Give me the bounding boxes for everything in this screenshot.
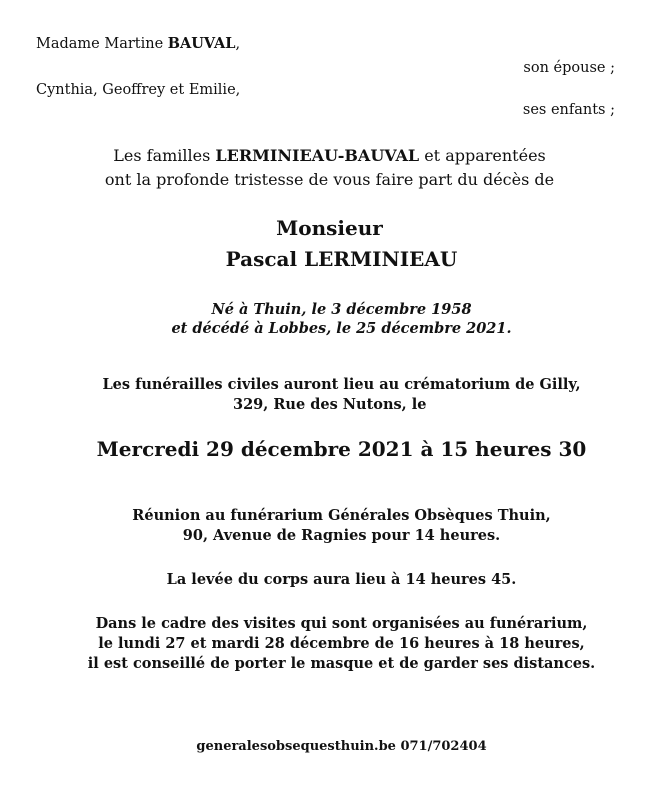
- visits-line-2: le lundi 27 et mardi 28 décembre de 16 heures à 18 heures,: [98, 635, 585, 652]
- meeting-line-2: 90, Avenue de Ragnies pour 14 heures.: [182, 527, 501, 544]
- spouse-suffix: ,: [235, 36, 241, 52]
- spouse-surname: BAUVAL: [167, 35, 236, 52]
- visits-line-3: il est conseillé de porter le masque et de garder ses distances.: [87, 655, 596, 672]
- announcement-family: LERMINIEAU-BAUVAL: [215, 146, 420, 165]
- spouse-line: [36, 36, 240, 53]
- announcement-prefix: Les familles: [113, 146, 211, 165]
- visits-line-1: Dans le cadre des visites qui sont organisées au funérarium,: [95, 615, 588, 632]
- spouse-role: son épouse ;: [523, 60, 615, 76]
- announcement-line-2: ont la profonde tristesse de vous faire part du décès de: [104, 170, 555, 189]
- death-info: et décédé à Lobbes, le 25 décembre 2021.: [171, 320, 512, 337]
- deceased-name: Pascal LERMINIEAU: [225, 247, 458, 271]
- children-names: Cynthia, Geoffrey et Emilie,: [36, 82, 241, 98]
- funeral-location-line-2: 329, Rue des Nutons, le: [233, 396, 427, 413]
- announcement-suffix: et apparentées: [424, 146, 546, 165]
- announcement-line-1: [0, 147, 659, 165]
- deceased-title: Monsieur: [276, 216, 383, 240]
- footer-contact: generalesobsequesthuin.be 071/702404: [196, 739, 487, 754]
- funeral-datetime: Mercredi 29 décembre 2021 à 15 heures 30: [96, 437, 587, 461]
- spouse-prefix: Madame Martine: [36, 36, 164, 52]
- birth-info: Né à Thuin, le 3 décembre 1958: [211, 301, 472, 318]
- funeral-location-line-1: Les funérailles civiles auront lieu au crématorium de Gilly,: [102, 376, 581, 393]
- children-role: ses enfants ;: [522, 102, 615, 118]
- meeting-line-1: Réunion au funérarium Générales Obsèques Thuin,: [132, 507, 551, 524]
- levee-info: La levée du corps aura lieu à 14 heures 45.: [166, 571, 517, 588]
